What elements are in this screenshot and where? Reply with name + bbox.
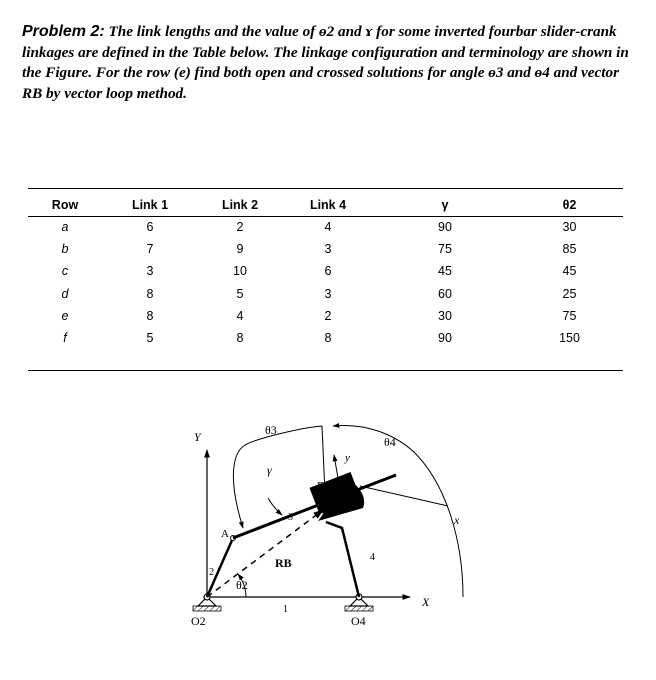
slider-y-axis xyxy=(334,455,338,478)
cell-link1: 8 xyxy=(146,286,154,301)
label-o4: O4 xyxy=(351,614,366,628)
cell-link1: 6 xyxy=(146,220,154,235)
cell-link4: 3 xyxy=(324,286,332,301)
link-3 xyxy=(233,475,396,538)
cell-gamma: 90 xyxy=(438,331,452,346)
header-link2: Link 2 xyxy=(221,198,259,212)
label-link-1: 1 xyxy=(283,604,288,615)
cell-link2: 4 xyxy=(236,308,244,323)
label-link-3: 3 xyxy=(288,512,293,523)
header-theta2: θ2 xyxy=(562,198,577,212)
cell-gamma: 75 xyxy=(438,242,452,257)
cell-row: e xyxy=(61,308,69,323)
label-x-axis: X xyxy=(422,595,430,609)
label-theta4: θ4 xyxy=(384,435,396,449)
cell-link4: 4 xyxy=(324,220,332,235)
cell-gamma: 45 xyxy=(438,264,452,279)
cell-row: f xyxy=(63,331,67,346)
cell-theta2: 85 xyxy=(562,242,577,257)
label-theta3: θ3 xyxy=(265,423,277,437)
cell-link2: 2 xyxy=(236,220,244,235)
cell-link2: 9 xyxy=(236,242,244,257)
cell-link2: 5 xyxy=(236,286,244,301)
cell-link1: 5 xyxy=(146,331,154,346)
cell-row: d xyxy=(61,286,69,301)
cell-theta2: 150 xyxy=(559,331,580,346)
header-row: Row xyxy=(51,198,79,212)
cell-row: b xyxy=(61,242,69,257)
cell-link1: 7 xyxy=(146,242,154,257)
vector-rb xyxy=(207,510,323,597)
cell-theta2: 75 xyxy=(562,308,577,323)
cell-link4: 2 xyxy=(324,308,332,323)
cell-row: a xyxy=(61,220,69,235)
cell-link1: 8 xyxy=(146,308,154,323)
link-4 xyxy=(326,522,359,597)
cell-link2: 8 xyxy=(236,331,244,346)
gamma-arc xyxy=(268,498,282,515)
cell-link4: 8 xyxy=(324,331,332,346)
label-slider-y: y xyxy=(345,452,350,464)
header-link4: Link 4 xyxy=(309,198,347,212)
cell-link4: 6 xyxy=(324,264,332,279)
label-o2: O2 xyxy=(191,614,206,628)
label-y-axis: Y xyxy=(194,430,201,444)
cell-theta2: 25 xyxy=(562,286,577,301)
label-link-4: 4 xyxy=(370,552,375,563)
cell-gamma: 60 xyxy=(438,286,452,301)
label-link-2: 2 xyxy=(209,567,214,578)
theta3-arc xyxy=(233,426,325,528)
cell-link2: 10 xyxy=(233,264,247,279)
cell-gamma: 90 xyxy=(438,220,452,235)
slider-x-axis xyxy=(360,486,448,506)
label-joint-b: B xyxy=(317,480,325,492)
label-gamma: γ xyxy=(267,463,272,477)
problem-text: The link lengths and the value of ɵ2 and ɤ for some inverted fourbar slider-crank linkages are defined in the Table below. The linkage configuration and terminology are shown in the Figure. For the row (e) find both open and crossed solutions for angle ɵ3 and ɵ4 and vector RB by vector loop method. xyxy=(22,23,629,102)
cell-gamma: 30 xyxy=(438,308,452,323)
cell-link4: 3 xyxy=(324,242,332,257)
label-joint-a: A xyxy=(221,528,229,540)
header-gamma: γ xyxy=(441,198,449,212)
label-theta2: θ2 xyxy=(236,578,248,592)
cell-row: c xyxy=(61,264,69,279)
cell-theta2: 30 xyxy=(562,220,577,235)
header-link1: Link 1 xyxy=(131,198,169,212)
label-slider-x: x xyxy=(454,513,460,527)
cell-theta2: 45 xyxy=(562,264,577,279)
label-rb: RB xyxy=(275,556,292,570)
cell-link1: 3 xyxy=(146,264,154,279)
problem-lead: Problem 2: xyxy=(22,23,105,40)
